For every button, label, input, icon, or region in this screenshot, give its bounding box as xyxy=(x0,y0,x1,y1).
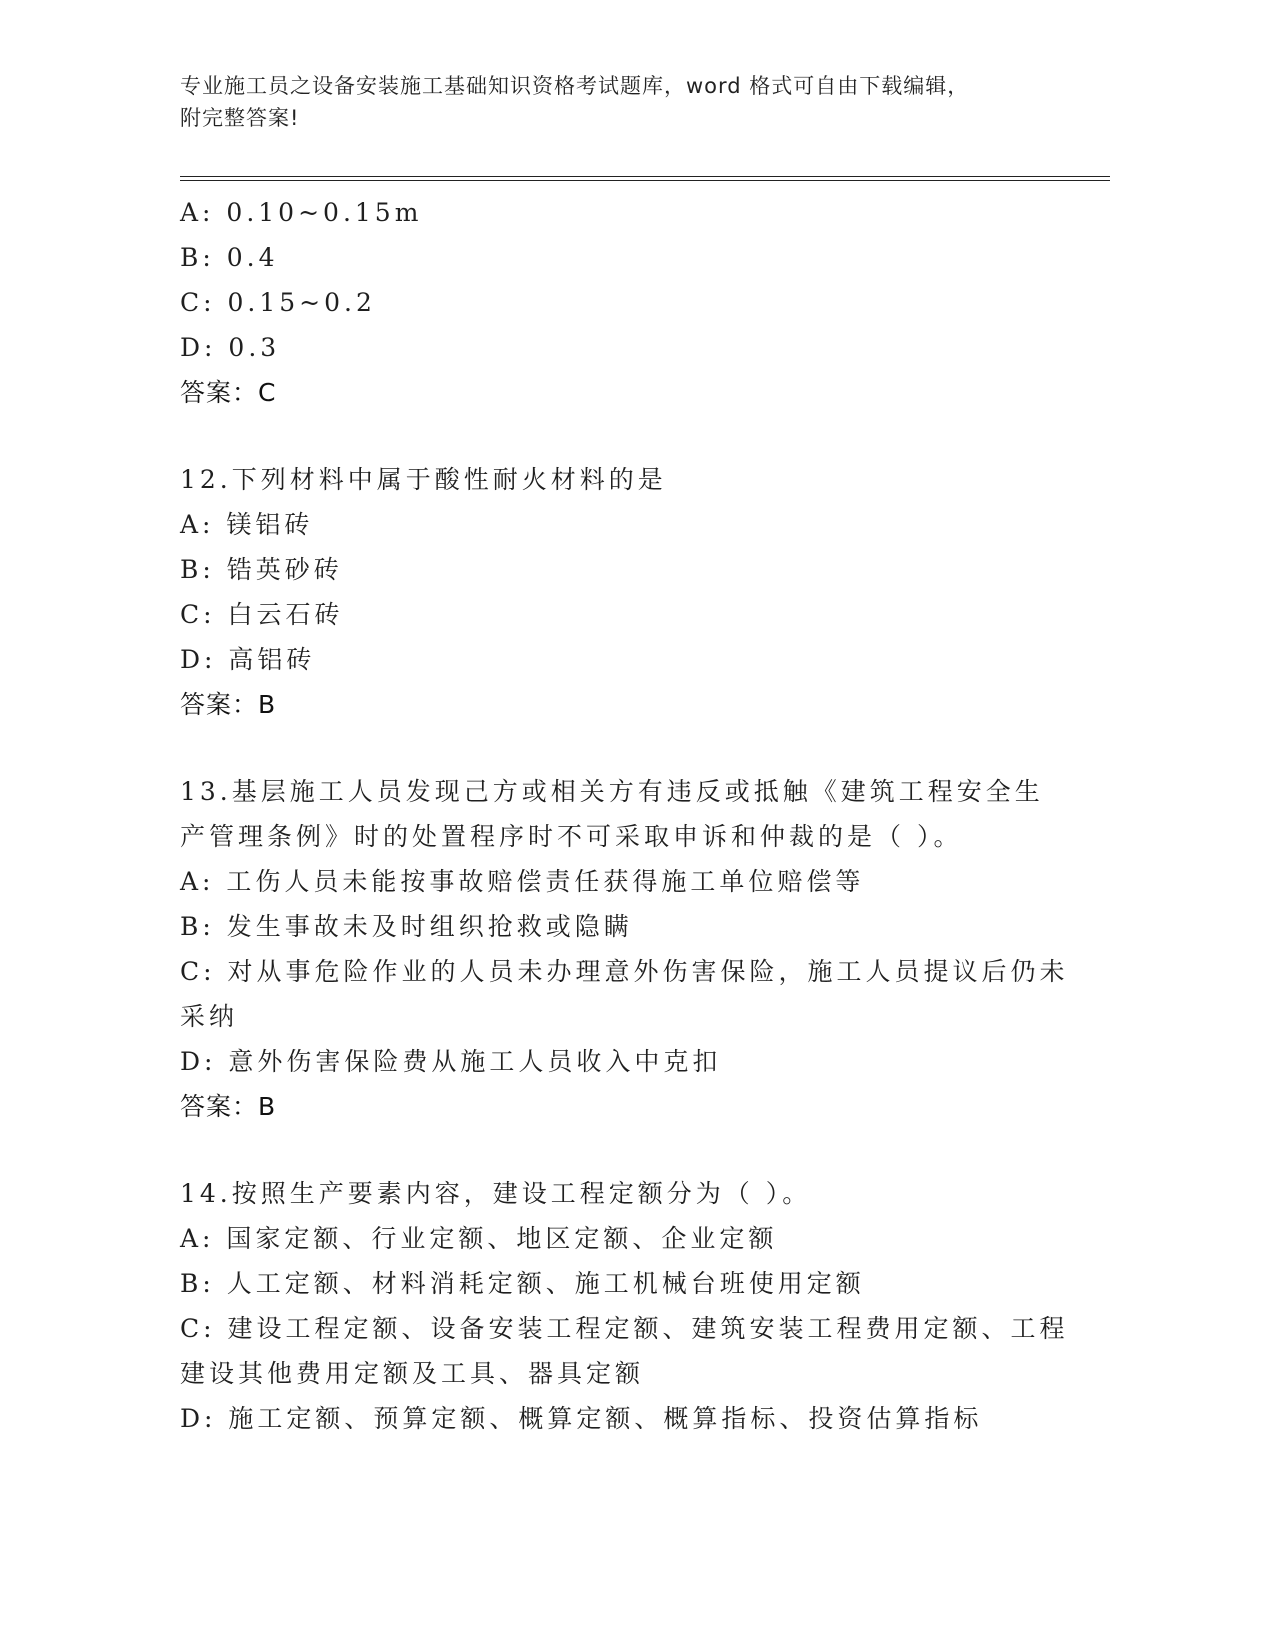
option-c: C: 建设工程定额、设备安装工程定额、建筑安装工程费用定额、工程建设其他费用定额及工具、器具定额 xyxy=(180,1314,1069,1388)
header-line-1: 专业施工员之设备安装施工基础知识资格考试题库，word 格式可自由下载编辑， xyxy=(180,74,970,98)
question-stem: 12.下列材料中属于酸性耐火材料的是 xyxy=(180,465,667,494)
option-b: B: 人工定额、材料消耗定额、施工机械台班使用定额 xyxy=(180,1269,865,1298)
question-14 xyxy=(180,1171,1070,1441)
option-c: C: 0.15~0.2 xyxy=(180,288,376,317)
header-line-2: 附完整答案! xyxy=(180,106,300,130)
option-b: B: 发生事故未及时组织抢救或隐瞒 xyxy=(180,912,633,941)
document-header xyxy=(180,70,1060,134)
option-d: D: 0.3 xyxy=(180,333,281,362)
question-12 xyxy=(180,457,1070,727)
option-a: A: 镁铝砖 xyxy=(180,510,314,539)
question-stem: 13.基层施工人员发现己方或相关方有违反或抵触《建筑工程安全生产管理条例》时的处置程序时不可采取申诉和仲裁的是（ ）。 xyxy=(180,777,1044,851)
answer: 答案：C xyxy=(180,378,277,407)
spacer xyxy=(180,1129,1070,1171)
question-stem: 14.按照生产要素内容，建设工程定额分为（ ）。 xyxy=(180,1179,812,1208)
option-b: B: 0.4 xyxy=(180,243,279,272)
question-13 xyxy=(180,769,1070,1129)
option-b: B: 锆英砂砖 xyxy=(180,555,343,584)
option-c: C: 白云石砖 xyxy=(180,600,344,629)
question-11 xyxy=(180,190,1070,415)
option-a: A: 国家定额、行业定额、地区定额、企业定额 xyxy=(180,1224,778,1253)
option-d: D: 高铝砖 xyxy=(180,645,316,674)
option-a: A: 工伤人员未能按事故赔偿责任获得施工单位赔偿等 xyxy=(180,867,865,896)
answer: 答案：B xyxy=(180,690,277,719)
spacer xyxy=(180,415,1070,457)
option-c: C: 对从事危险作业的人员未办理意外伤害保险，施工人员提议后仍未采纳 xyxy=(180,957,1069,1031)
option-a: A: 0.10~0.15m xyxy=(180,198,423,227)
question-list xyxy=(180,190,1070,1441)
answer: 答案：B xyxy=(180,1092,277,1121)
spacer xyxy=(180,727,1070,769)
header-divider-bottom xyxy=(180,180,1110,181)
header-divider-top xyxy=(180,176,1110,177)
option-d: D: 施工定额、预算定额、概算定额、概算指标、投资估算指标 xyxy=(180,1404,983,1433)
option-d: D: 意外伤害保险费从施工人员收入中克扣 xyxy=(180,1047,722,1076)
